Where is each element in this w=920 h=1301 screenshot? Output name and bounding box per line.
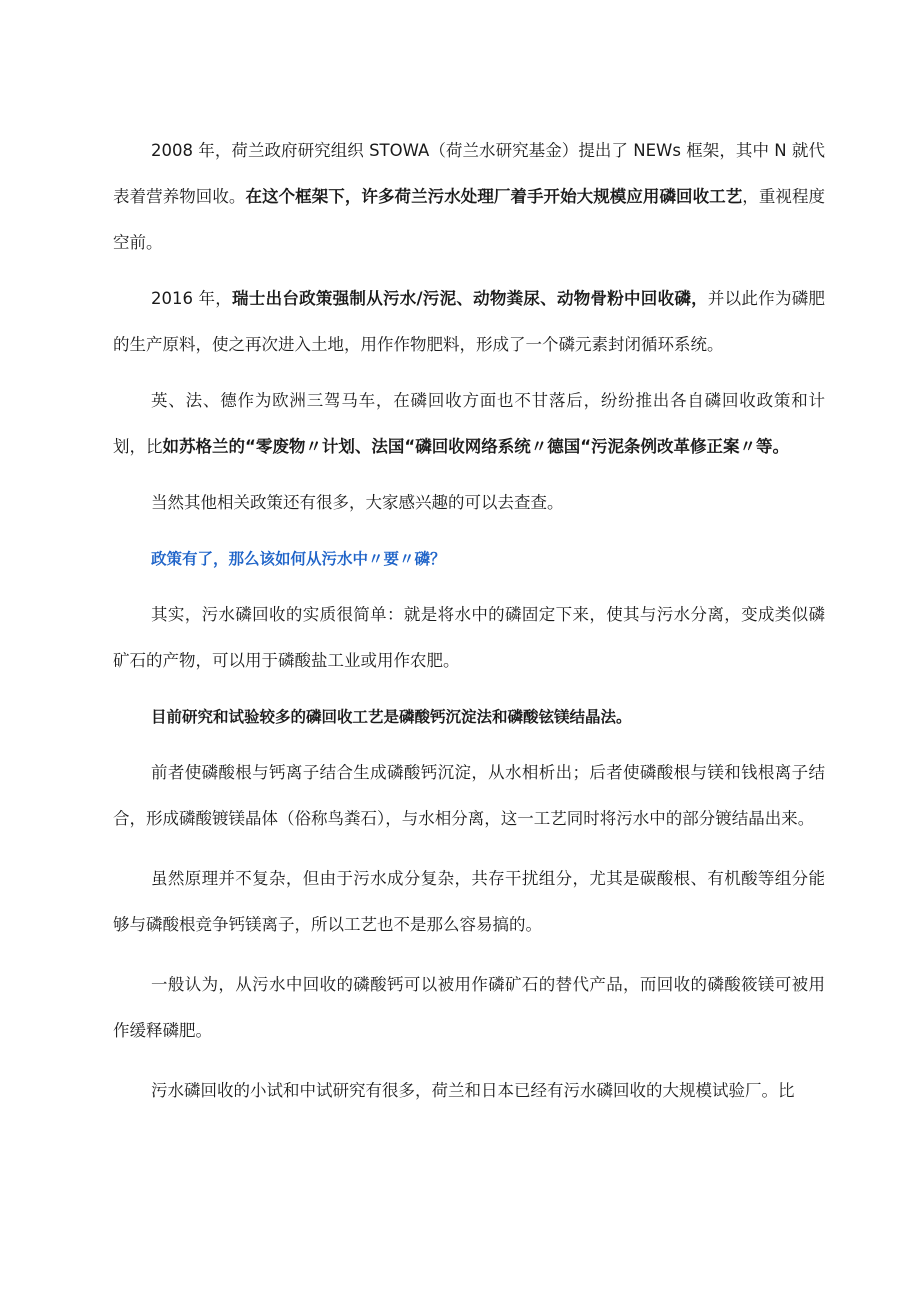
paragraph-netherlands-news (113, 128, 825, 266)
paragraph-difficulty: 虽然原理并不复杂，但由于污水成分复杂，共存干扰组分，尤其是碳酸根、有机酸等组分能够与磷酸根竞争钙镁离子，所以工艺也不是那么容易搞的。 (113, 869, 825, 934)
bold-phrase: 瑞士出台政策强制从污水/污泥、动物粪尿、动物骨粉中回收磷， (232, 289, 708, 308)
paragraph-product-use: 一般认为，从污水中回收的磷酸钙可以被用作磷矿石的替代产品，而回收的磷酸筱镁可被用作缓释磷肥。 (113, 975, 825, 1040)
paragraph-text: ，重视程度空前。 (113, 187, 826, 252)
paragraph-other-policies: 当然其他相关政策还有很多，大家感兴趣的可以去查查。 (151, 493, 564, 512)
paragraph-text: 2016 年， (151, 289, 233, 308)
paragraph-switzerland-policy (113, 276, 825, 368)
bold-phrase: 如苏格兰的“零废物〃计划、法国“磷回收网络系统〃德国“污泥条例改革修正案〃等。 (162, 437, 790, 456)
paragraph-text: 英、法、德作为欧洲三驾马车，在磷回收方面也不甘落后，纷纷推出各自磷回收政策和计划，比 (113, 391, 825, 456)
section-heading-how-recover: 政策有了，那么该如何从污水中〃要〃磷？ (151, 550, 446, 568)
paragraph-process-details: 前者使磷酸根与钙离子结合生成磷酸钙沉淀，从水相析出；后者使磷酸根与镁和钱根离子结合，形成磷酸镀镁晶体（俗称鸟粪石），与水相分离，这一工艺同时将污水中的部分镀结晶出来。 (113, 763, 825, 828)
paragraph-text: 并以此作为磷肥的生产原料，使之再次进入土地，用作作物肥料，形成了一个磷元素封闭循环系统。 (113, 289, 825, 354)
paragraph-main-processes: 目前研究和试验较多的磷回收工艺是磷酸钙沉淀法和磷酸铉镁结晶法。 (151, 708, 632, 726)
bold-phrase: 在这个框架下，许多荷兰污水处理厂着手开始大规模应用磷回收工艺 (245, 187, 743, 206)
paragraph-text: 2008 年，荷兰政府研究组织 STOWA（荷兰水研究基金）提出了 NEWs 框架，其中 N 就代表着营养物回收。 (113, 141, 825, 206)
paragraph-europe-policies (113, 378, 825, 470)
paragraph-research-status: 污水磷回收的小试和中试研究有很多，荷兰和日本已经有污水磷回收的大规模试验厂。比 (151, 1081, 795, 1100)
document-page (113, 128, 825, 1114)
paragraph-essence: 其实，污水磷回收的实质很简单：就是将水中的磷固定下来，使其与污水分离，变成类似磷矿石的产物，可以用于磷酸盐工业或用作农肥。 (113, 605, 825, 670)
